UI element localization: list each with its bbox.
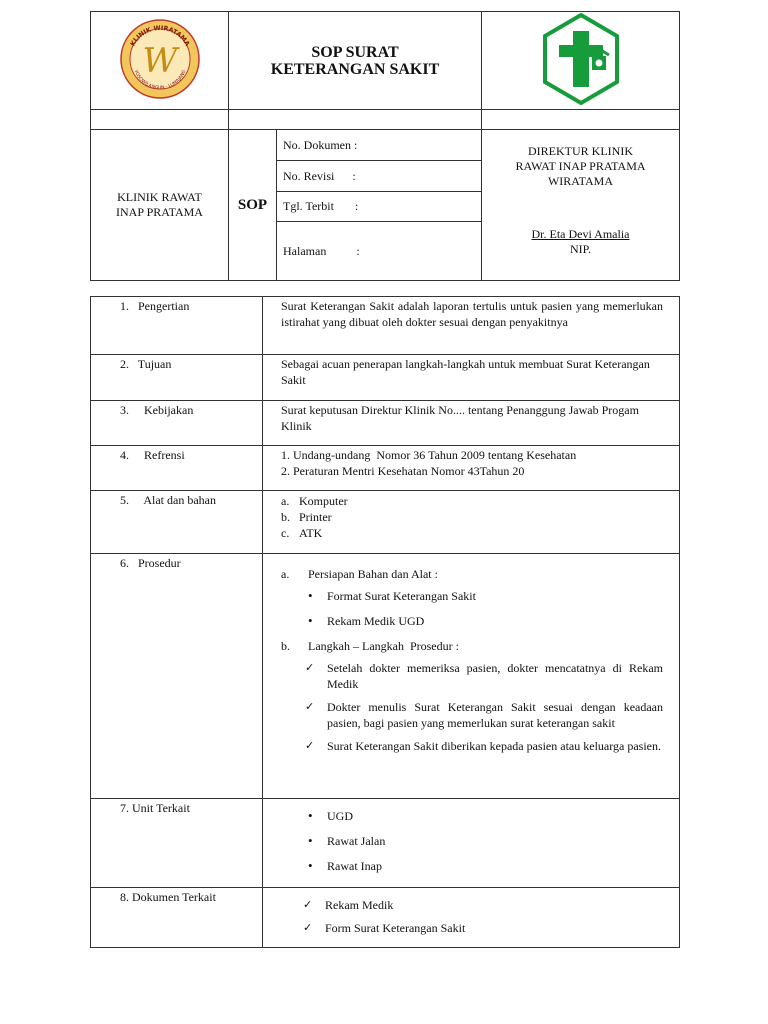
section-label: 7. Unit Terkait: [91, 799, 263, 888]
procedure-content: [263, 554, 680, 799]
section-label: 8. Dokumen Terkait: [91, 888, 263, 948]
policy-text: Surat keputusan Direktur Klinik No.... tentang Penanggung Jawab Progam Klinik: [263, 401, 680, 446]
klinik-wiratama-logo: [119, 18, 201, 100]
spacer-cell: [91, 110, 229, 130]
sop-label: SOP: [229, 130, 277, 281]
steps-list: [281, 660, 663, 754]
spacer-cell: [229, 110, 482, 130]
nip-label: NIP.: [570, 242, 592, 256]
prep-heading: [281, 566, 663, 582]
table-row: [91, 297, 680, 355]
logo-arc-bottom-text: YOSOWILANGUN · LUMAJANG: [132, 69, 187, 91]
table-row: [91, 554, 680, 799]
header-table: [90, 11, 680, 281]
step-text: Surat Keterangan Sakit diberikan kepada pasien atau keluarga pasien.: [327, 739, 661, 753]
list-text: Printer: [299, 510, 332, 524]
steps-heading: [281, 638, 663, 654]
check-icon: ✓: [305, 661, 315, 674]
list-item: [281, 699, 663, 731]
institution-line1: KLINIK RAWAT: [117, 190, 202, 204]
check-icon: ✓: [303, 921, 313, 934]
list-text: Komputer: [299, 494, 348, 508]
list-item: • Rawat Inap: [281, 858, 663, 874]
revision-field: No. Revisi :: [277, 161, 482, 192]
section-label: 4. Refrensi: [91, 446, 263, 491]
table-row: [91, 491, 680, 554]
reference-list: [263, 446, 680, 491]
title-cell: [229, 12, 482, 110]
list-item: [281, 493, 663, 509]
list-item: [281, 660, 663, 692]
table-row: [91, 401, 680, 446]
reference-item: 2. Peraturan Mentri Kesehatan Nomor 43Tahun 20: [281, 464, 525, 478]
list-marker: c.: [281, 526, 290, 540]
list-item: [281, 525, 663, 541]
list-item: • Format Surat Keterangan Sakit: [281, 588, 663, 604]
units-content: [263, 799, 680, 888]
step-text: Setelah dokter memeriksa pasien, dokter mencatatnya di Rekam Medik: [327, 661, 663, 691]
institution-line2: INAP PRATAMA: [116, 205, 203, 219]
section-label: 6. Prosedur: [91, 554, 263, 799]
step-text: Dokter menulis Surat Keterangan Sakit sesuai dengan keadaan pasien, bagi pasien yang memerlukan surat keterangan sakit: [327, 700, 663, 730]
logo-cell: [91, 12, 229, 110]
director-cell: [482, 130, 680, 281]
section-label: 1. Pengertian: [91, 297, 263, 355]
doc-number-field: No. Dokumen :: [277, 130, 482, 161]
document-title-line1: SOP SURAT: [311, 43, 399, 61]
section-label: 3. Kebijakan: [91, 401, 263, 446]
list-item: • UGD: [281, 808, 663, 824]
logo-monogram: W: [142, 40, 177, 81]
document-text: Form Surat Keterangan Sakit: [325, 921, 466, 935]
purpose-text: Sebagai acuan penerapan langkah-langkah untuk membuat Surat Keterangan Sakit: [263, 355, 680, 401]
list-item: [281, 509, 663, 525]
list-marker: a.: [281, 494, 290, 508]
list-item: [281, 738, 663, 754]
health-logo-cell: [482, 12, 680, 110]
page-field: Halaman :: [277, 222, 482, 281]
director-line2: RAWAT INAP PRATAMA: [515, 159, 646, 173]
documents-content: [263, 888, 680, 948]
units-list: [281, 808, 663, 874]
health-cross-logo: [541, 13, 621, 105]
institution-cell: [91, 130, 229, 281]
table-row: [91, 355, 680, 401]
check-icon: ✓: [305, 739, 315, 752]
section-label: 5. Alat dan bahan: [91, 491, 263, 554]
publish-date-field: Tgl. Terbit :: [277, 192, 482, 222]
document-title-line2: KETERANGAN SAKIT: [270, 60, 440, 78]
check-icon: ✓: [303, 898, 313, 911]
director-name: Dr. Eta Devi Amalia: [531, 227, 630, 241]
director-line1: DIREKTUR KLINIK: [528, 144, 633, 158]
steps-title: Langkah – Langkah Prosedur :: [308, 639, 459, 653]
documents-list: [281, 897, 663, 936]
prep-title: Persiapan Bahan dan Alat :: [308, 567, 438, 581]
table-row: [91, 799, 680, 888]
table-row: [91, 446, 680, 491]
list-marker: b.: [281, 639, 290, 653]
list-marker: b.: [281, 510, 290, 524]
reference-item: 1. Undang-undang Nomor 36 Tahun 2009 tentang Kesehatan: [281, 448, 577, 462]
list-marker: a.: [281, 567, 290, 581]
director-line3: WIRATAMA: [547, 174, 614, 188]
definition-text: Surat Keterangan Sakit adalah laporan tertulis untuk pasien yang memerlukan istirahat yang dibuat oleh dokter sesuai dengan penyakitnya: [263, 297, 680, 355]
list-text: ATK: [299, 526, 323, 540]
document-text: Rekam Medik: [325, 898, 394, 912]
tools-list: [263, 491, 680, 554]
prep-list: [281, 588, 663, 629]
check-icon: ✓: [305, 700, 315, 713]
list-item: • Rawat Jalan: [281, 833, 663, 849]
table-row: [91, 888, 680, 948]
list-item: • Rekam Medik UGD: [281, 613, 663, 629]
section-label: 2. Tujuan: [91, 355, 263, 401]
sop-body-table: [90, 296, 680, 948]
list-item: [281, 897, 663, 913]
list-item: [281, 920, 663, 936]
spacer-cell: [482, 110, 680, 130]
logo-arc-top-text: KLINIK WIRATAMA: [128, 23, 191, 48]
